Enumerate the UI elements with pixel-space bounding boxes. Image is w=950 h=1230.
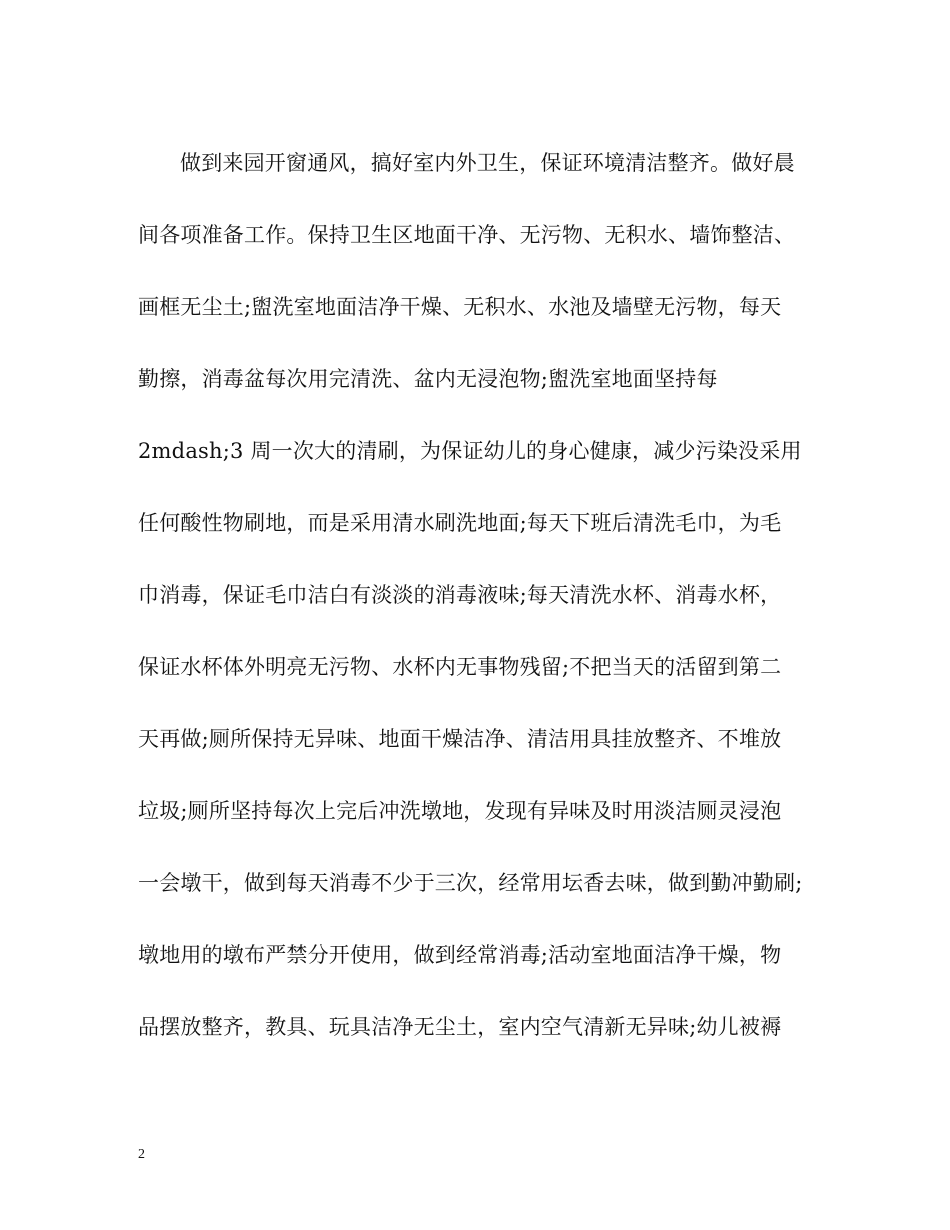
text-line: 画框无尘土;盥洗室地面洁净干燥、无积水、水池及墙壁无污物，每天 [138,295,782,319]
text-line: 勤擦，消毒盆每次用完清洗、盆内无浸泡物;盥洗室地面坚持每 [138,367,718,391]
text-line: 墩地用的墩布严禁分开使用，做到经常消毒;活动室地面洁净干燥，物 [138,943,782,967]
text-line: 2mdash;3 周一次大的清刷，为保证幼儿的身心健康，减少污染没采用 [138,439,802,463]
page-number: 2 [138,1147,145,1162]
text-line: 品摆放整齐，教具、玩具洁净无尘土，室内空气清新无异味;幼儿被褥 [138,1015,782,1039]
text-line: 做到来园开窗通风，搞好室内外卫生，保证环境清洁整齐。做好晨 [180,151,795,175]
text-line: 垃圾;厕所坚持每次上完后冲洗墩地，发现有异味及时用淡洁厕灵浸泡 [138,799,782,823]
text-line: 保证水杯体外明亮无污物、水杯内无事物残留;不把当天的活留到第二 [138,655,782,679]
text-line: 一会墩干，做到每天消毒不少于三次，经常用坛香去味，做到勤冲勤刷; [138,871,803,895]
text-line: 巾消毒，保证毛巾洁白有淡淡的消毒液味;每天清洗水杯、消毒水杯， [138,583,782,607]
text-line: 任何酸性物刷地，而是采用清水刷洗地面;每天下班后清洗毛巾，为毛 [138,511,782,535]
body-paragraph [138,139,838,1075]
text-line: 间各项准备工作。保持卫生区地面干净、无污物、无积水、墙饰整洁、 [138,223,796,247]
text-line: 天再做;厕所保持无异味、地面干燥洁净、清洁用具挂放整齐、不堆放 [138,727,782,751]
